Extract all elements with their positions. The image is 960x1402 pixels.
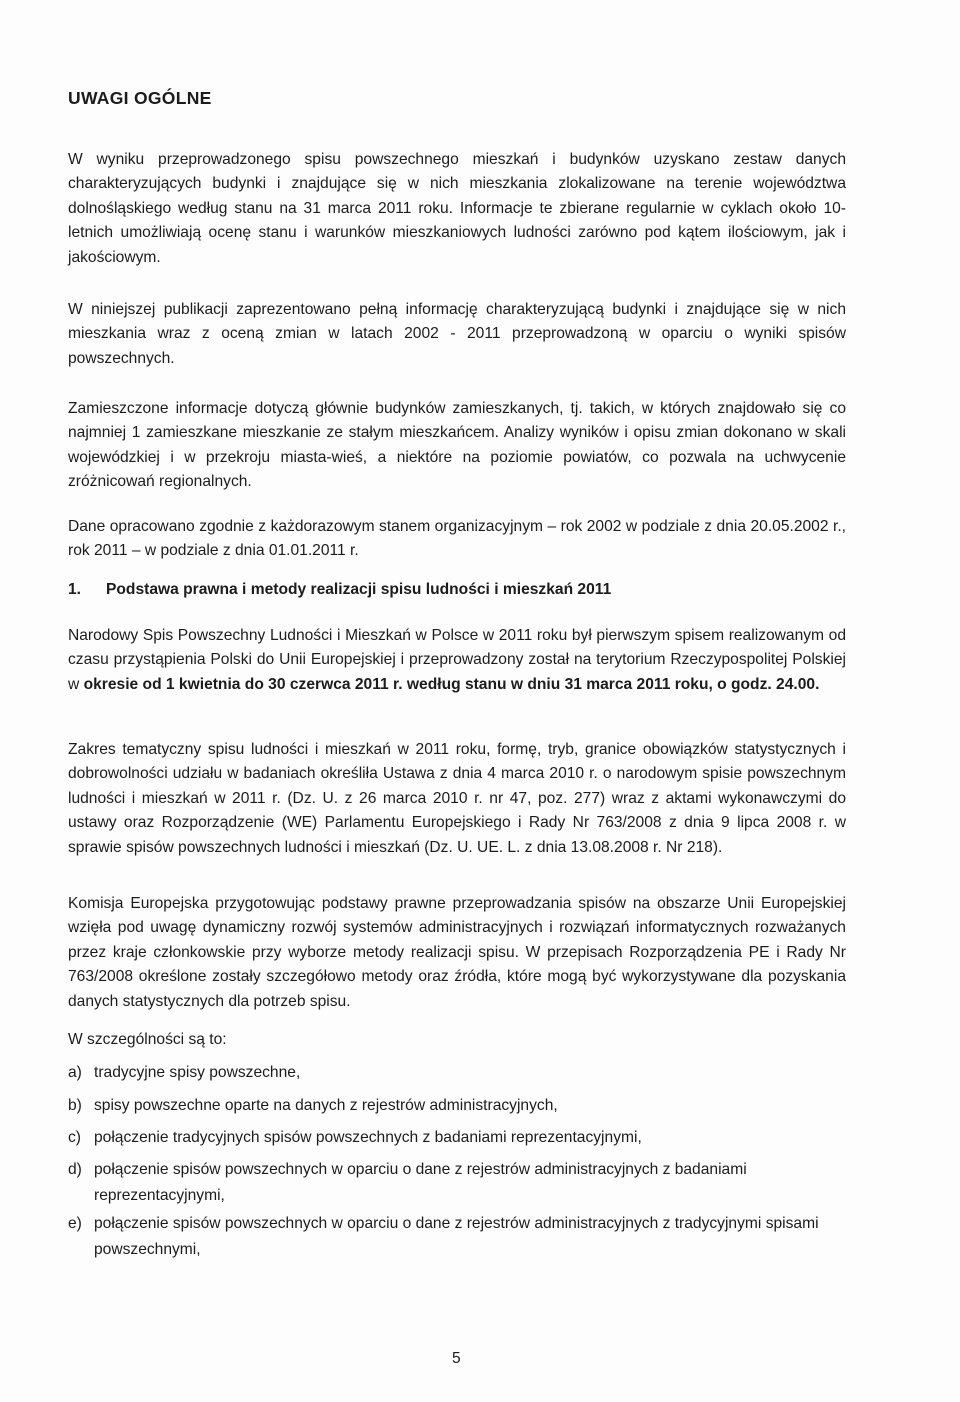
section-number: 1. [68, 581, 82, 598]
list-marker: a) [68, 1064, 82, 1081]
section-title-text: Podstawa prawna i metody realizacji spisu ludności i mieszkań 2011 [106, 581, 612, 598]
paragraph-eu-commission: Komisja Europejska przygotowując podstawy prawne przeprowadzania spisów na obszarze Unii Europejskiej wzięła pod uwagę dynamiczny rozwój systemów administracyjnych i rozwiązań informatycznych rozważanych przez kraje członkowskie przy wyborze metody realizacji spisu. W przepisach Rozporządzenia PE i Rady Nr 763/2008 określone zostały szczegółowo metody oraz źródła, które mogą być wykorzystywane dla pozyskania danych statystycznych dla potrzeb spisu. [68, 895, 846, 1010]
list-marker: d) [68, 1161, 82, 1178]
paragraph-legal-basis: Zakres tematyczny spisu ludności i mieszkań w 2011 roku, formę, tryb, granice obowiązków statystycznych i dobrowolności udziału w badaniach określiła Ustawa z dnia 4 marca 2010 r. o narodowym spisie powszechnym ludności i mieszkań w 2011 r. (Dz. U. z 26 marca 2010 r. nr 47, poz. 277) wraz z aktami wykonawczymi do ustawy oraz Rozporządzenie (WE) Parlamentu Europejskiego i Rady Nr 763/2008 z dnia 9 lipca 2008 r. w sprawie spisów powszechnych ludności i mieszkań (Dz. U. UE. L. z dnia 13.08.2008 r. Nr 218). [68, 741, 846, 856]
census-period-bold: okresie od 1 kwietnia do 30 czerwca 2011 r. według stanu w dniu 31 marca 2011 roku, o godz. 24.00. [83, 675, 820, 693]
list-item [68, 1125, 846, 1151]
list-item-text: tradycyjne spisy powszechne, [94, 1064, 301, 1081]
list-marker: c) [68, 1129, 81, 1146]
list-item [68, 1157, 846, 1208]
list-item [68, 1060, 846, 1086]
list-marker: b) [68, 1097, 82, 1114]
paragraph-publication: W niniejszej publikacji zaprezentowano pełną informację charakteryzującą budynki i znajdujące się w nich mieszkania wraz z oceną zmian w latach 2002 - 2011 przeprowadzoną w oparciu o wyniki spisów powszechnych. [68, 301, 846, 367]
list-item-text: połączenie spisów powszechnych w oparciu o dane z rejestrów administracyjnych z tradycyjnymi spisami powszechnymi, [94, 1215, 819, 1258]
paragraph-census-period [68, 624, 846, 697]
list-item [68, 1211, 846, 1262]
list-item-text: połączenie spisów powszechnych w oparciu o dane z rejestrów administracyjnych z badaniami reprezentacyjnymi, [94, 1161, 747, 1204]
paragraph-list-intro: W szczególności są to: [68, 1031, 227, 1048]
paragraph-scope: Zamieszczone informacje dotyczą głównie budynków zamieszkanych, tj. takich, w których znajdowało się co najmniej 1 zamieszkane mieszkanie ze stałym mieszkańcem. Analizy wyników i opisu zmian dokonano w skali wojewódzkiej i w przekroju miasta-wieś, a niektóre na poziomie powiatów, co pozwala na uchwycenie zróżnicowań regionalnych. [68, 400, 846, 491]
page-number: 5 [452, 1350, 461, 1367]
section-title [68, 581, 611, 599]
section-heading: UWAGI OGÓLNE [68, 88, 212, 108]
list-marker: e) [68, 1215, 82, 1232]
list-item-text: spisy powszechne oparte na danych z rejestrów administracyjnych, [94, 1097, 558, 1114]
paragraph-intro: W wyniku przeprowadzonego spisu powszechnego mieszkań i budynków uzyskano zestaw danych charakteryzujących budynki i znajdujące się w nich mieszkania zlokalizowane na terenie województwa dolnośląskiego według stanu na 31 marca 2011 roku. Informacje te zbierane regularnie w cyklach około 10-letnich umożliwiają ocenę stanu i warunków mieszkaniowych ludności zarówno pod kątem ilościowym, jak i jakościowym. [68, 151, 846, 266]
list-item [68, 1093, 846, 1119]
paragraph-organization: Dane opracowano zgodnie z każdorazowym stanem organizacyjnym – rok 2002 w podziale z dnia 20.05.2002 r., rok 2011 – w podziale z dnia 01.01.2011 r. [68, 518, 846, 560]
list-item-text: połączenie tradycyjnych spisów powszechnych z badaniami reprezentacyjnymi, [94, 1129, 642, 1146]
census-period-text: Narodowy Spis Powszechny Ludności i Mieszkań w Polsce w 2011 roku był pierwszym spisem realizowanym od czasu przystąpienia Polski do Unii Europejskiej i przeprowadzony został na terytorium Rzeczypospolitej Polskiej w [68, 627, 846, 693]
